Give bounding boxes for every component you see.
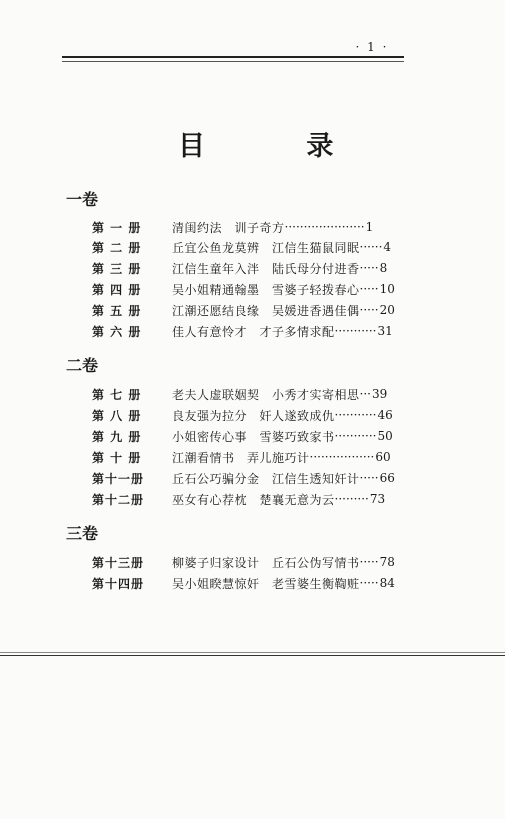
page-ref: 4 [383, 240, 392, 254]
toc-entry [92, 553, 404, 571]
leader-dots: ··········· [334, 408, 377, 422]
chapter-label: 第十四册 [92, 576, 145, 591]
leader-dots: ····· [359, 576, 379, 590]
footer-rule-thin [0, 652, 505, 653]
page-ref: 39 [371, 387, 388, 401]
toc-entry [92, 259, 404, 277]
chapter-title: 江潮还愿结良缘 吴媛进香遇佳偶 [172, 303, 360, 318]
page-ref: 10 [379, 282, 395, 296]
toc-entry [92, 490, 404, 508]
page-ref: 84 [379, 576, 395, 590]
toc-entry [92, 301, 404, 319]
page-ref: 66 [379, 471, 395, 485]
chapter-title: 巫女有心荐枕 楚襄无意为云 [172, 492, 335, 507]
chapter-title: 清闺约法 训子奇方 [172, 220, 285, 235]
toc-entry [92, 238, 404, 256]
chapter-label: 第 三 册 [92, 261, 142, 276]
leader-dots: ····················· [284, 220, 365, 234]
leader-dots: ····· [359, 261, 379, 275]
page-ref: 60 [375, 450, 391, 464]
leader-dots: ····· [359, 471, 379, 485]
page-title: 目 录 [178, 131, 380, 162]
chapter-title: 吴小姐精通翰墨 雪婆子轻拨春心 [172, 282, 360, 297]
chapter-title: 柳婆子归家设计 丘石公伪写情书 [172, 555, 360, 570]
chapter-label: 第 六 册 [92, 324, 142, 339]
toc-entry [92, 448, 404, 466]
page-ref: 8 [379, 261, 388, 275]
page-ref: 50 [377, 429, 393, 443]
page-ref: 20 [379, 303, 395, 317]
chapter-label: 第十三册 [92, 555, 145, 570]
chapter-label: 第十二册 [92, 492, 145, 507]
chapter-label: 第 四 册 [92, 282, 142, 297]
leader-dots: ····· [359, 282, 379, 296]
header-rule [62, 56, 404, 58]
page-ref: 46 [377, 408, 393, 422]
footer-rule [0, 655, 505, 656]
toc-entry [92, 218, 404, 236]
chapter-title: 江潮看情书 弄儿施巧计 [172, 450, 310, 465]
page-ref: 78 [379, 555, 395, 569]
leader-dots: ········· [334, 492, 369, 506]
chapter-title: 良友强为拉分 奸人遂致成仇 [172, 408, 335, 423]
chapter-label: 第 九 册 [92, 429, 142, 444]
page-ref: 1 [365, 220, 374, 234]
toc-entry [92, 280, 404, 298]
leader-dots: ··········· [334, 324, 377, 338]
header-rule-thin [62, 61, 404, 62]
chapter-label: 第 七 册 [92, 387, 142, 402]
page-number: · 1 · [355, 40, 389, 54]
volume-heading-1: 一卷 [66, 190, 99, 209]
chapter-title: 佳人有意怜才 才子多情求配 [172, 324, 335, 339]
volume-heading-2: 二卷 [66, 356, 99, 375]
chapter-label: 第 二 册 [92, 240, 142, 255]
chapter-label: 第 十 册 [92, 450, 142, 465]
chapter-label: 第十一册 [92, 471, 145, 486]
toc-entry [92, 469, 404, 487]
leader-dots: ··· [359, 387, 371, 401]
chapter-title: 小姐密传心事 雪婆巧致家书 [172, 429, 335, 444]
toc-entry [92, 406, 404, 424]
leader-dots: ····· [359, 555, 379, 569]
toc-entry [92, 427, 404, 445]
chapter-title: 吴小姐睽慧惊奸 老雪婆生衡鞫赃 [172, 576, 360, 591]
chapter-title: 丘宜公鱼龙莫辨 江信生猫鼠同眠 [172, 240, 360, 255]
toc-entry [92, 322, 404, 340]
chapter-title: 老夫人虚联姻契 小秀才实寄相思 [172, 387, 360, 402]
page-ref: 31 [377, 324, 393, 338]
leader-dots: ··········· [334, 429, 377, 443]
volume-heading-3: 三卷 [66, 524, 99, 543]
page-ref: 73 [369, 492, 386, 506]
chapter-title: 江信生童年入泮 陆氏母分付进香 [172, 261, 360, 276]
toc-entry [92, 385, 404, 403]
chapter-label: 第 五 册 [92, 303, 142, 318]
leader-dots: ······ [359, 240, 383, 254]
chapter-title: 丘石公巧骗分金 江信生透知奸计 [172, 471, 360, 486]
chapter-label: 第 一 册 [92, 220, 142, 235]
leader-dots: ················· [309, 450, 375, 464]
chapter-label: 第 八 册 [92, 408, 142, 423]
leader-dots: ····· [359, 303, 379, 317]
toc-entry [92, 574, 404, 592]
